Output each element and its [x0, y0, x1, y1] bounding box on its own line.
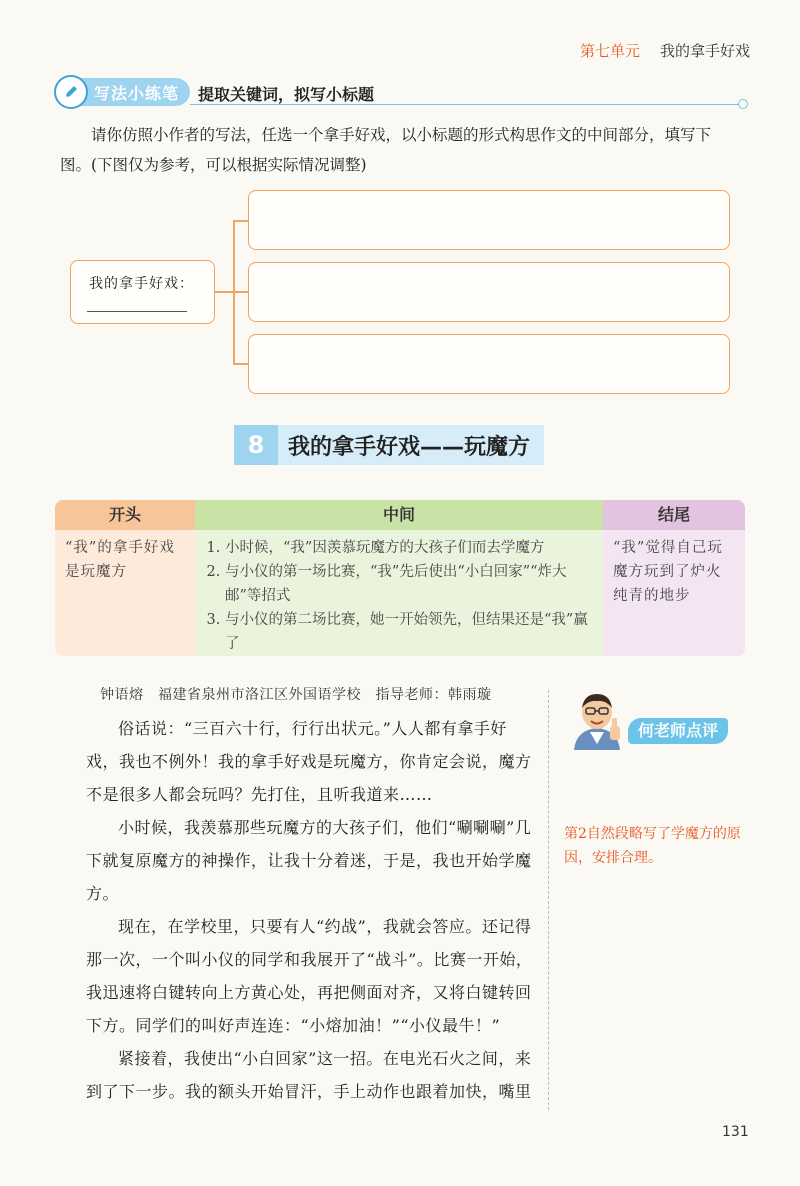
unit-label: 第七单元 — [580, 42, 641, 60]
essay-paragraph: 俗话说：“三百六十行，行行出状元。”人人都有拿手好戏，我也不例外！我的拿手好戏是玩魔方，你肯定会说，魔方不是很多人都会玩吗？先打住，且听我道来…… — [86, 719, 532, 804]
author-byline: 钟语熔 福建省泉州市洛江区外国语学校 指导老师：韩雨璇 — [100, 687, 492, 703]
column-divider — [548, 690, 549, 1110]
essay-title — [234, 425, 544, 465]
essay-number: 8 — [234, 425, 278, 465]
subtitle-box-3[interactable] — [248, 334, 730, 394]
topic-box[interactable] — [70, 260, 215, 324]
teacher-comment: 第2自然段略写了学魔方的原因，安排合理。 — [564, 826, 741, 866]
essay-paragraph: 紧接着，我使出“小白回家”这一招。在电光石火之间，来到了下一步。我的额头开始冒汗，手上动作也跟着加快，嘴里 — [86, 1049, 532, 1101]
structure-middle — [195, 500, 603, 656]
subtitle-box-2[interactable] — [248, 262, 730, 322]
subtitle-box-1[interactable] — [248, 190, 730, 250]
unit-title: 我的拿手好戏 — [660, 42, 751, 60]
practice-badge — [62, 78, 190, 106]
connector-line — [233, 363, 248, 365]
list-item: 1. 小时候，“我”因羡慕玩魔方的大孩子们而去学魔方 — [225, 536, 593, 560]
rule-end-dot — [738, 99, 748, 109]
teacher-avatar-icon — [566, 688, 626, 748]
essay-body — [86, 712, 536, 1108]
practice-badge-label: 写法小练笔 — [94, 83, 180, 103]
structure-middle-body — [195, 530, 603, 662]
structure-start-body: “我”的拿手好戏是玩魔方 — [65, 540, 175, 580]
structure-start — [55, 500, 195, 656]
connector-line — [233, 220, 248, 222]
essay-title-text: 我的拿手好戏——玩魔方 — [278, 425, 544, 465]
teacher-comment-badge: 何老师点评 — [628, 718, 728, 744]
page-number: 131 — [722, 1124, 749, 1140]
structure-middle-header: 中间 — [195, 500, 603, 530]
topic-blank-line[interactable] — [87, 311, 187, 312]
connector-line — [233, 291, 248, 293]
structure-end-header: 结尾 — [603, 500, 745, 530]
practice-subtitle: 提取关键词，拟写小标题 — [198, 85, 375, 104]
practice-instruction: 请你仿照小作者的写法，任选一个拿手好戏，以小标题的形式构思作文的中间部分，填写下图。(下图仅为参考，可以根据实际情况调整) — [60, 126, 712, 174]
structure-end-body: “我”觉得自己玩魔方玩到了炉火纯青的地步 — [613, 540, 723, 604]
topic-box-label: 我的拿手好戏： — [89, 276, 194, 292]
essay-paragraph: 现在，在学校里，只要有人“约战”，我就会答应。还记得那一次，一个叫小仪的同学和我展开了“战斗”。比赛一开始，我迅速将白键转向上方黄心处，再把侧面对齐，又将白键转回下方。同学们的叫好声连连：“小熔加油！”“小仪最牛！” — [86, 917, 533, 1035]
structure-end — [603, 500, 745, 656]
structure-start-header: 开头 — [55, 500, 195, 530]
pen-icon — [54, 75, 88, 109]
connector-line — [215, 291, 233, 293]
section-rule — [190, 104, 740, 105]
list-item: 2. 与小仪的第一场比赛，“我”先后使出“小白回家”“炸大邮”等招式 — [225, 560, 593, 608]
list-item: 3. 与小仪的第二场比赛，她一开始领先，但结果还是“我”赢了 — [225, 608, 593, 656]
essay-paragraph: 小时候，我羡慕那些玩魔方的大孩子们，他们“唰唰唰”几下就复原魔方的神操作，让我十分着迷，于是，我也开始学魔方。 — [86, 818, 532, 903]
